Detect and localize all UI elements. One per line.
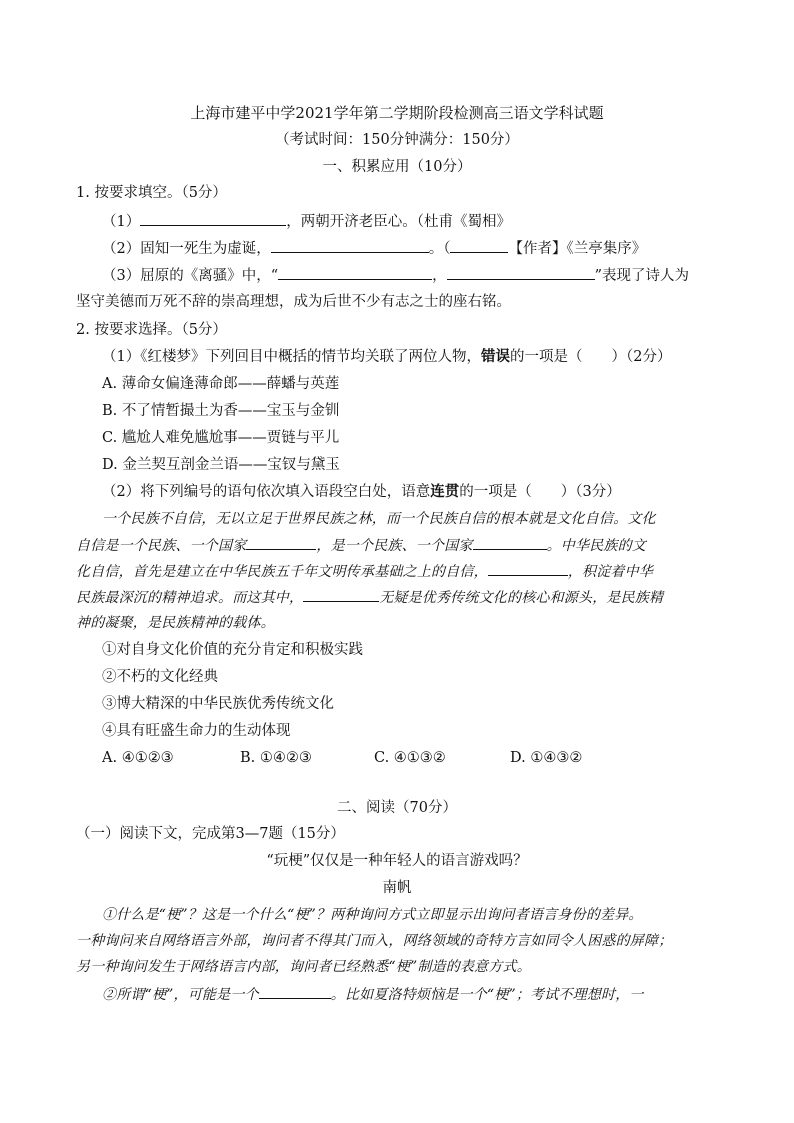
passage-line4 (76, 587, 663, 608)
q2-sub2-bold: 连贯 (430, 483, 460, 500)
passage-line1: 一个民族不自信，无以立足于世界民族之林，而一个民族自信的根本就是文化自信。文化 (102, 511, 656, 527)
passage-blank3[interactable] (488, 561, 568, 576)
section1-title: 一、积累应用（10分） (322, 159, 472, 175)
q1-item3-prefix: （3）屈原的《离骚》中，“ (102, 268, 279, 284)
passage-blank4[interactable] (303, 587, 379, 602)
q2-sub2 (102, 482, 621, 502)
passage-line3a: 化自信，首先是建立在中华民族五千年文明传承基础之上的自信， (76, 564, 488, 580)
q1-item1 (102, 211, 511, 232)
q1-item3-cont: 坚守美德而万死不辞的崇高理想，成为后世不少有志之士的座右铭。 (76, 294, 511, 310)
answer-d[interactable]: D. ①④③② (510, 750, 583, 766)
passage-line2a: 自信是一个民族、一个国家 (76, 538, 247, 554)
para1-line2: 一种询问来自网络语言外部，询问者不得其门而入，网络领域的奇特方言如同令人困惑的屏障； (76, 933, 673, 949)
q2-sub2-prefix: （2）将下列编号的语句依次填入语段空白处，语意 (102, 484, 431, 500)
passage-line4b: 无疑是优秀传统文化的核心和源头，是民族精 (379, 590, 664, 606)
answer-c[interactable]: C. ④①③② (374, 750, 446, 766)
para2-line1a: ②所谓“梗”，可能是一个 (102, 987, 259, 1003)
q1-item3-suffix: ”表现了诗人为 (594, 268, 690, 284)
q1-stem: 1. 按要求填空。（5分） (76, 185, 227, 201)
para1-line3: 另一种询问发生于网络语言内部，询问者已经熟悉“梗”制造的表意方式。 (76, 959, 531, 975)
para2-line1 (102, 984, 644, 1005)
q2-sub1-suffix: 的一项是（ ）（2分） (509, 349, 672, 365)
passage-line2 (76, 535, 646, 556)
q2-option-a[interactable]: A. 薄命女偏逢薄命郎——薛蟠与英莲 (102, 376, 340, 392)
q2-sub1-prefix: （1）《红楼梦》下列回目中概括的情节均关联了两位人物， (102, 349, 481, 365)
exam-info: （考试时间：150分钟满分：150分） (275, 132, 519, 148)
q1-item1-suffix: ，两朝开济老臣心。（杜甫《蜀相》 (286, 214, 511, 230)
q2-sub2-suffix: 的一项是（ ）（3分） (459, 484, 621, 500)
q2-option-d[interactable]: D. 金兰契互剖金兰语——宝钗与黛玉 (102, 457, 340, 473)
q1-item2-mid: 。（ (428, 241, 451, 257)
q1-item1-prefix: （1） (102, 214, 141, 230)
answer-b[interactable]: B. ①④②③ (240, 750, 312, 766)
passage-blank2[interactable] (473, 535, 547, 550)
q1-item3-sep: ， (432, 268, 447, 284)
answer-a[interactable]: A. ④①②③ (102, 750, 174, 766)
section2-title: 二、阅读（70分） (337, 800, 457, 816)
passage-line2c: 。中华民族的文 (546, 538, 647, 554)
passage-line2b: ，是一个民族、一个国家 (316, 538, 473, 554)
q1-item2 (102, 238, 646, 259)
section2-part1: （一）阅读下文，完成第3—7题（15分） (76, 826, 345, 842)
choice-2: ②不朽的文化经典 (102, 669, 218, 685)
q2-stem: 2. 按要求选择。（5分） (76, 322, 227, 338)
q1-item2-prefix: （2）固知一死生为虚诞， (102, 241, 271, 257)
para2-line1b: 。比如夏洛特烦恼是一个“梗”；考试不理想时，一 (330, 987, 644, 1003)
q1-item3 (102, 265, 689, 286)
passage-line5: 神的凝聚，是民族精神的载体。 (76, 615, 275, 631)
article-author: 南帆 (382, 880, 412, 896)
passage-line3b: ，积淀着中华 (567, 564, 654, 580)
choice-1: ①对自身文化价值的充分肯定和积极实践 (102, 642, 363, 658)
choice-3: ③博大精深的中华民族优秀传统文化 (102, 696, 334, 712)
q1-item2-blank2[interactable] (450, 238, 508, 253)
passage-blank1[interactable] (246, 535, 316, 550)
para2-blank[interactable] (259, 984, 331, 999)
choice-4: ④具有旺盛生命力的生动体现 (102, 723, 291, 739)
q1-item1-blank[interactable] (140, 211, 286, 226)
q1-item3-blank1[interactable] (278, 265, 432, 280)
exam-title: 上海市建平中学2021学年第二学期阶段检测高三语文学科试题 (190, 104, 604, 122)
q1-item2-suffix: 【作者】《兰亭集序》 (508, 241, 647, 257)
q2-sub1 (102, 347, 671, 367)
q1-item3-blank2[interactable] (447, 265, 595, 280)
article-title: “玩梗”仅仅是一种年轻人的语言游戏吗？ (266, 853, 528, 869)
q1-item2-blank1[interactable] (271, 238, 429, 253)
q2-option-c[interactable]: C. 尴尬人难免尴尬事——贾链与平儿 (102, 430, 340, 446)
passage-line4a: 民族最深沉的精神追求。而这其中， (76, 590, 304, 606)
para1-line1: ①什么是“梗”？这是一个什么“梗”？两种询问方式立即显示出询问者语言身份的差异。 (102, 907, 643, 923)
q2-sub1-bold: 错误 (480, 348, 510, 365)
q2-option-b[interactable]: B. 不了情暂撮土为香——宝玉与金钏 (102, 403, 340, 419)
passage-line3 (76, 561, 653, 582)
